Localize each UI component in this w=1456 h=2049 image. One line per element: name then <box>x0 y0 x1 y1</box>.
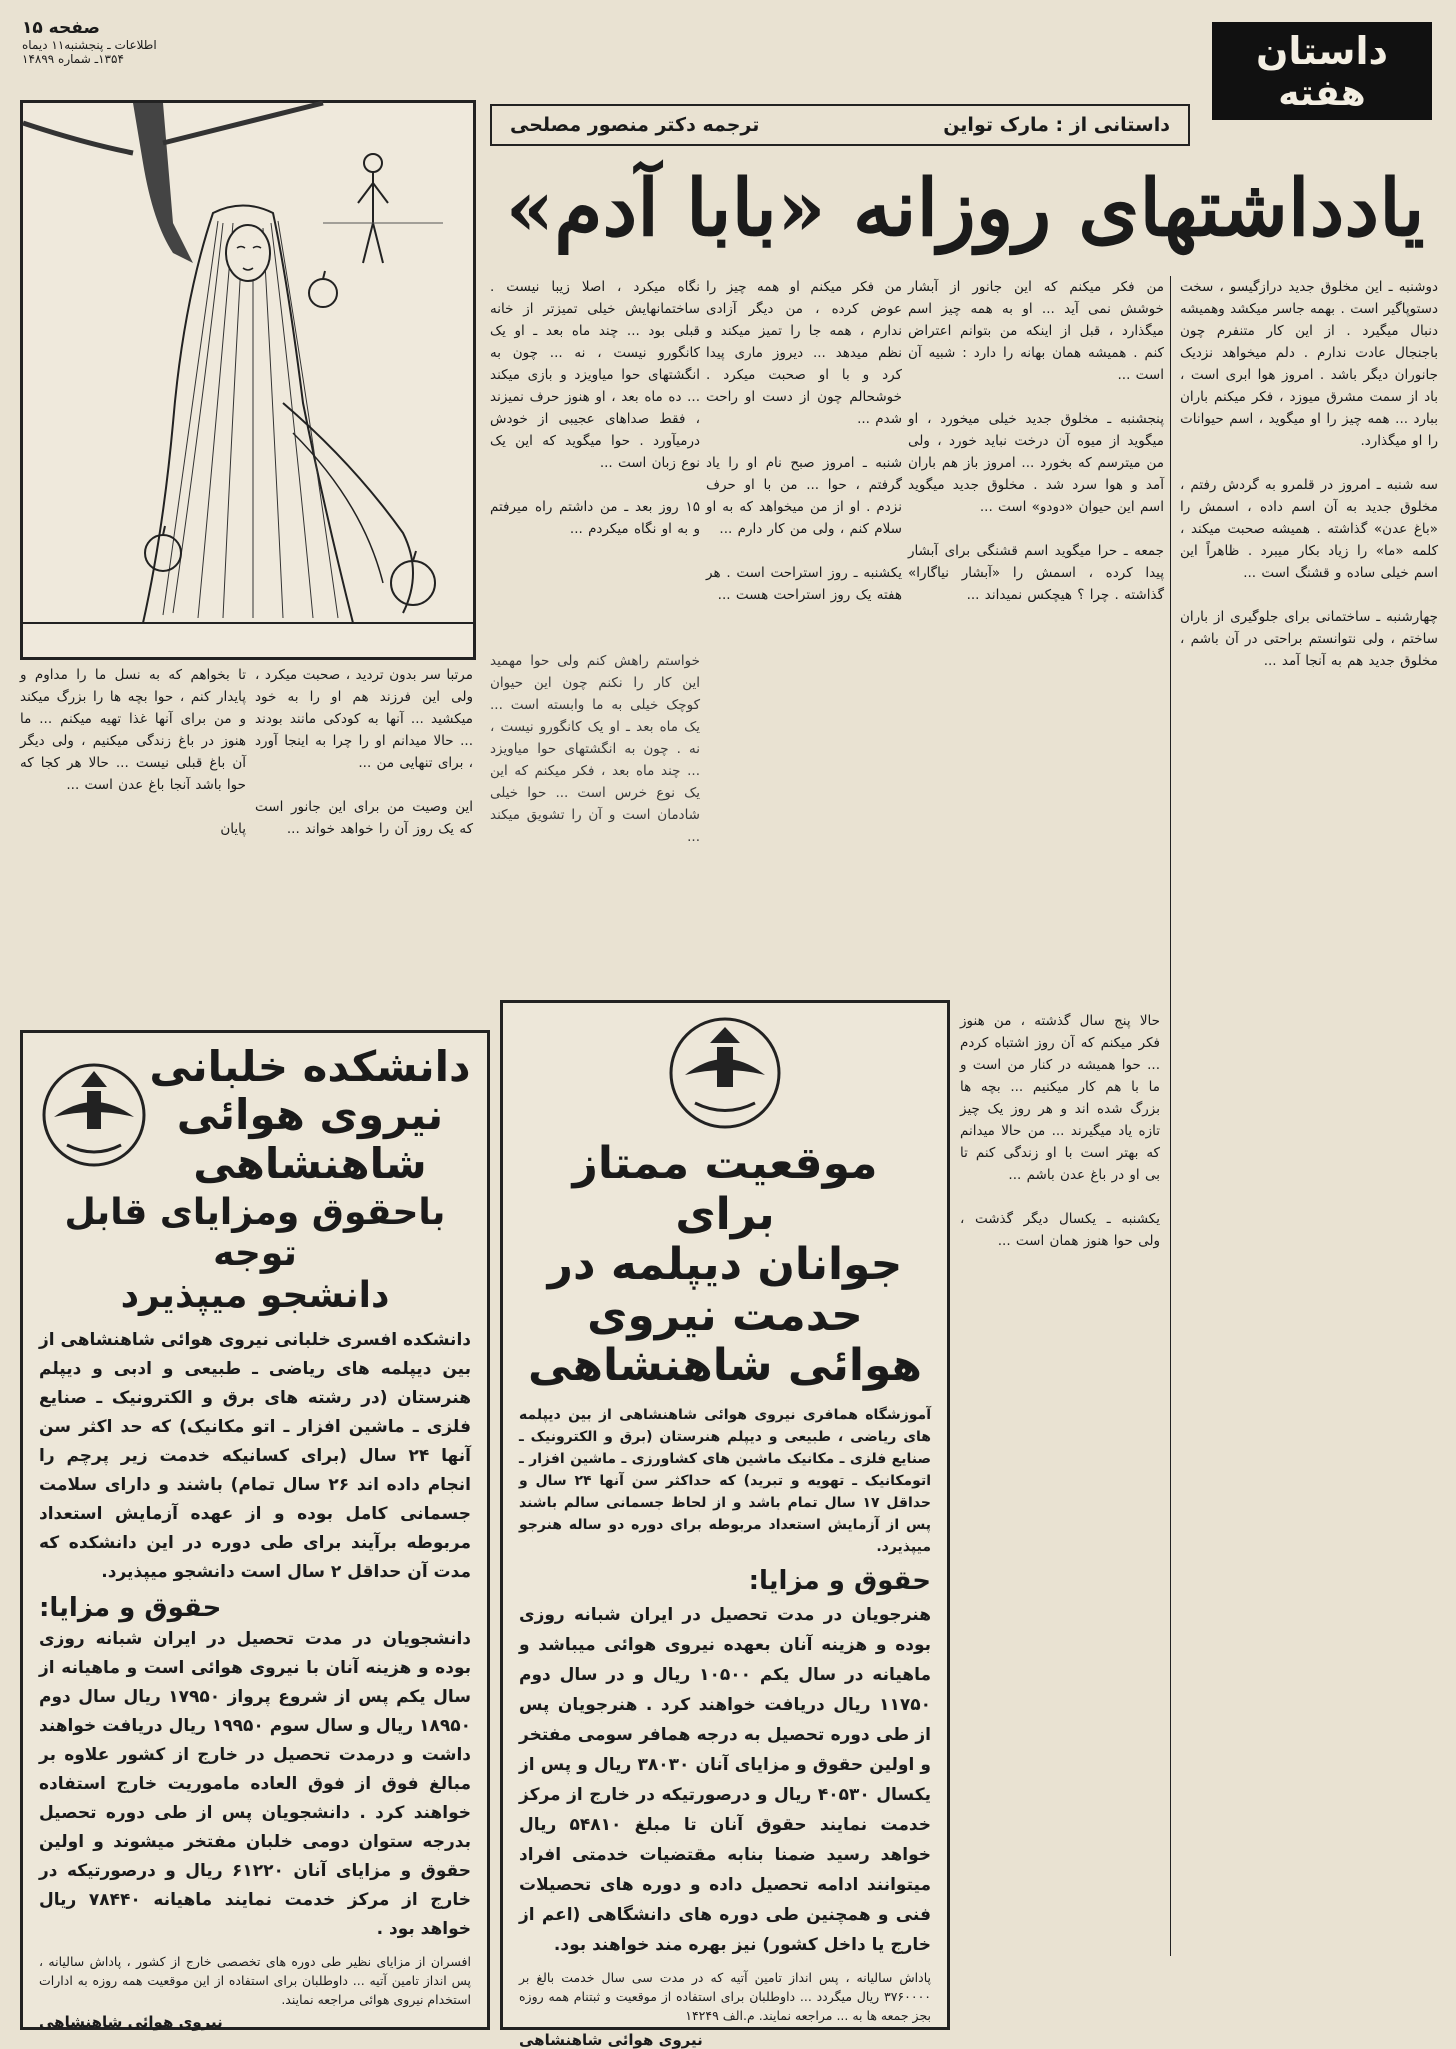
logo-line-2: هفته <box>1278 73 1366 114</box>
ad-left-title-4: باحقوق ومزایای قابل توجه <box>64 1191 446 1275</box>
air-force-pilot-academy-ad <box>20 1030 490 2030</box>
story-of-week-logo <box>1212 22 1432 120</box>
story-lower-column-1: حالا پنج سال گذشته ، من هنوز فکر میکنم که آن روز اشتباه کردم ... حوا همیشه در کنار من است و ما با هم کار میکنیم ... بچه ها بزرگ شده اند و هر روز یک چیز تازه یاد میگیرند ... من حالا میدانم که بهتر است با او زندگی کنم تا بی او در باغ عدن باشم ... یکشنبه ـ یکسال دیگر گذشت ، ولی حوا هنوز همان است ... <box>960 1013 1160 1249</box>
ad-right-footnote: پاداش سالیانه ، پس انداز تامین آتیه که در مدت سی سال خدمت بالغ بر ۳۷۶۰۰۰۰ ریال میگردد ... داوطلبان برای استفاده از موقعیت و ثبتنام همه روزه بجز جمعه ها به ... مراجعه نمایند. م.الف ۱۴۲۴۹ <box>519 1969 931 2023</box>
ad-right-title-4: هوائی شاهنشاهی <box>527 1340 923 1392</box>
ad-right-title-2: جوانان دیپلمه در <box>547 1239 903 1291</box>
ad-left-title-block <box>149 1043 471 1188</box>
ad-left-header <box>39 1043 471 1188</box>
story-left-column-1: مرتبا سر بدون تردید ، صحبت میکرد ، ولی این فرزند هم او را به خود میکشید ... آنها به کودکی مانند بودند ... حالا میدانم او را چرا به اینجا آورد ، برای تنهایی من ... این وصیت من برای این جانور است که یک روز آن را خواهد خواند ... <box>255 667 473 837</box>
ad-left-title-5: دانشجو میپذیرد <box>120 1274 390 1316</box>
ad-left-title-2: نیروی هوائی <box>176 1090 444 1140</box>
ad-left-signature: نیروی هوائی شاهنشاهی <box>39 2013 223 2032</box>
translator-byline: ترجمه دکتر منصور مصلحی <box>510 114 760 136</box>
story-column-1: دوشنبه ـ این مخلوق جدید درازگیسو ، سخت دستوپاگیر است . بهمه جاسر میکشد وهمیشه دنبال میگیرد . از این کار متنفرم چون باجنجال عادت ندارم . دلم میخواهد نزدیک جانوران دیگر باشد . امروز هوا ابری است ، باد از سمت مشرق میوزد ، فکر میکنم باران ببارد ... همه چیز را او میگوید ، اسم حیوانات را او میگذارد. سه شنبه ـ امروز در قلمرو به گردش رفتم ، مخلوق جدید به آن اسم داده ، اسمش را «باغ عدن» گذاشته . همیشه صحبت میکند ، کلمه «ما» را زیاد بکار میبرد . ظاهراً این اسم خیلی ساده و قشنگ است ... چهارشنبه ـ ساختمانی برای جلوگیری از باران ساختم ، ولی نتوانستم براحتی در آن باشم ، مخلوق جدید هم به آنجا آمد ... <box>1180 279 1438 669</box>
ad-right-benefits-heading: حقوق و مزایا: <box>748 1565 931 1596</box>
story-column-4: نگاه میکرد ، اصلا زیبا نیست . ساختمانهایش خیلی تمیزتر از خانه قبلی بود ... چند ماه بعد ـ او یک کانگورو نیست ، نه ... چون به انگشتهای حوا میاویزد و بازی میکند ... ده ماه بعد ، او هنوز حرف نمیزند ، فقط صداهای عجیبی از خودش درمیآورد . حوا میگوید که این یک نوع زبان است ... ۱۵ روز بعد ـ من داشتم راه میرفتم و به او نگاه میکردم ... <box>490 279 700 537</box>
issue-number-line: ۱۳۵۴ـ شماره ۱۴۸۹۹ <box>22 52 124 66</box>
ad-left-footnote: افسران از مزایای نظیر طی دوره های تخصصی خارج از کشور ، پاداش سالیانه ، پس انداز تامین آتیه ... داوطلبان برای استفاده از این موقعیت همه روزه به ادارات استخدام نیروی هوائی مراجعه نمایند. <box>39 1954 471 2008</box>
page-header <box>22 18 202 66</box>
story-headline-box <box>490 150 1440 270</box>
ad-left-intro: دانشکده افسری خلبانی نیروی هوائی شاهنشاهی از بین دیپلمه های ریاضی ـ طبیعی و ادبی و دیپلم هنرستان (در رشته های برق و الکترونیک ـ صنایع فلزی ـ ماشین افزار ـ اتو مکانیک) که حد اکثر سن آنها ۲۴ سال (برای کسانیکه خدمت زیر پرچم را انجام داده اند ۲۶ سال تمام) باشند و دارای سلامت جسمانی کامل بوده و از عهده آزمایش استعداد مربوطه برآیند برای طی دوره در این دانشکده که مدت آن حداقل ۲ سال است دانشجو میپذیرد. <box>38 1330 471 1583</box>
ad-right-signature: نیروی هوائی شاهنشاهی <box>519 2030 703 2049</box>
ad-right-intro: آموزشگاه همافری نیروی هوائی شاهنشاهی از بین دیپلمه های ریاضی ، طبیعی و دیپلم هنرستان (برق و الکترونیک ـ صنایع فلزی ـ مکانیک ماشین های کشاورزی ـ ماشین افزار ـ اتومکانیک ـ تهویه و تبرید) که حداکثر سن آنها ۲۴ سال و حداقل ۱۷ سال تمام باشد و از لحاظ جسمانی سالم باشند پس از آزمایش استعداد مربوطه برای دوره دو ساله هنرجو میپذیرد. <box>519 1406 932 1555</box>
story-column-3: من فکر میکنم او همه چیز را عوض کرده ، من دیگر آزادی ندارم ، همه جا را تمیز میکند و نظم میدهد ... دیروز ماری پیدا کرد و با او صحبت میکرد . خوشحالم چون از دست او راحت شدم ... شنبه ـ امروز صبح نام او را یاد گرفتم ، حوا ... من با او حرف نزدم . او از من میخواهد که به او سلام کنم ، ولی من کار دارم ... یکشنبه ـ روز استراحت است . هر هفته یک روز استراحت هست ... <box>706 279 902 603</box>
story-illustration <box>20 100 476 660</box>
ad-left-benefits-heading: حقوق و مزایا: <box>39 1593 222 1624</box>
adam-eve-drawing <box>23 103 473 657</box>
page-number: صفحه ۱۵ <box>22 18 100 38</box>
byline-strip <box>490 104 1190 146</box>
paper-date-line: اطلاعات ـ پنجشنبه۱۱ دیماه <box>22 38 157 52</box>
logo-line-1: داستان <box>1255 29 1389 73</box>
air-force-emblem-icon <box>665 1013 785 1133</box>
ad-left-title-1: دانشکده خلبانی <box>149 1042 471 1091</box>
ad-left-title-3: شاهنشاهی <box>193 1138 427 1188</box>
story-headline: یادداشتهای روزانه «بابا آدم» <box>505 163 1425 254</box>
air-force-emblem-icon <box>39 1055 149 1175</box>
story-left-column-2: تا بخواهم که به نسل ما را مداوم و پایدار کنم ، حوا بچه ها را بزرگ میکند و من برای آنها غذا تهیه میکنم ... ما هنوز در باغ زندگی میکنیم ، ولی دیگر آن باغ قبلی نیست ... حالا هر کجا که حوا باشد آنجا باغ عدن است ... پایان <box>20 667 246 837</box>
ad-right-benefits-body: هنرجویان در مدت تحصیل در ایران شبانه روزی بوده و هزینه آنان بعهده نیروی هوائی میباشد و ماهیانه در سال یکم ۱۰۵۰۰ ریال و در سال دوم ۱۱۷۵۰ ریال دریافت خواهند کرد . هنرجویان پس از طی دوره تحصیل به درجه همافر سومی مفتخر و اولین حقوق و مزایای آنان ۳۸۰۳۰ ریال و پس از یکسال ۴۰۵۳۰ ریال و درصورتیکه در خارج از مرکز خدمت نمایند حقوق آنان تا مبلغ ۵۴۸۱۰ ریال خواهد رسید ضمنا بنابه مقتضیات خدمتی افراد میتوانند ادامه تحصیل داده و دوره های تحصیلات فنی و همچنین طی دوره های دانشگاهی (اعم از خارج یا داخل کشور) نیز بهره مند خواهند بود. <box>519 1604 932 1955</box>
story-column-2: من فکر میکنم که این جانور از آبشار خوشش نمی آید ... او به همه چیز اسم میگذارد ، قبل از اینکه من بتوانم اعتراض کنم . همیشه همان بهانه را دارد : شبیه آن است ... پنجشنبه ـ مخلوق جدید خیلی میخورد ، او میگوید از میوه آن درخت نباید خورد ، ولی من میترسم که بخورد ... امروز باز هم باران آمد و هوا سرد شد . مخلوق جدید میگوید اسم این حیوان «دودو» است ... جمعه ـ حرا میگوید اسم قشنگی برای آبشار پیدا کرده ، اسمش را «آبشار نیاگارا» گذاشته . چرا ؟ هیچکس نمیداند ... <box>908 279 1164 603</box>
air-force-technician-ad <box>500 1000 950 2049</box>
ad-left-benefits-body: دانشجویان در مدت تحصیل در ایران شبانه روزی بوده و هزینه آنان با نیروی هوائی است و ماهیانه از سال یکم پس از شروع پرواز ۱۷۹۵۰ ریال سال دوم ۱۸۹۵۰ ریال و سال سوم ۱۹۹۵۰ ریال دریافت خواهند داشت و درمدت تحصیل در خارج از کشور علاوه بر مبالغ فوق از فوق العاده ماموریت خارج استفاده خواهند کرد . دانشجویان پس از طی دوره تحصیل بدرجه ستوان دومی خلبان مفتخر میشوند و اولین حقوق و مزایای آنان ۶۱۲۲۰ ریال و درصورتیکه در خارج از مرکز خدمت نمایند ماهیانه ۷۸۴۴۰ ریال خواهد بود . <box>39 1629 472 1940</box>
ad-right-title-1: موقعیت ممتاز برای <box>572 1138 878 1240</box>
column-rule <box>1170 276 1171 1956</box>
ad-right-title-3: حدمت نیروی <box>587 1289 863 1341</box>
story-column-5: خواستم راهش کنم ولی حوا مهمید این کار را نکنم چون این حیوان کوچک خیلی به ما وابسته است ... یک ماه بعد ـ او یک کانگورو نیست ، نه . چون به انگشتهای حوا میاویزد ... چند ماه بعد ، فکر میکنم که این یک نوع خرس است ... حوا خیلی شادمان است و آن را تشویق میکند ... <box>484 653 700 845</box>
author-byline: داستانی از : مارک تواین <box>943 114 1170 136</box>
